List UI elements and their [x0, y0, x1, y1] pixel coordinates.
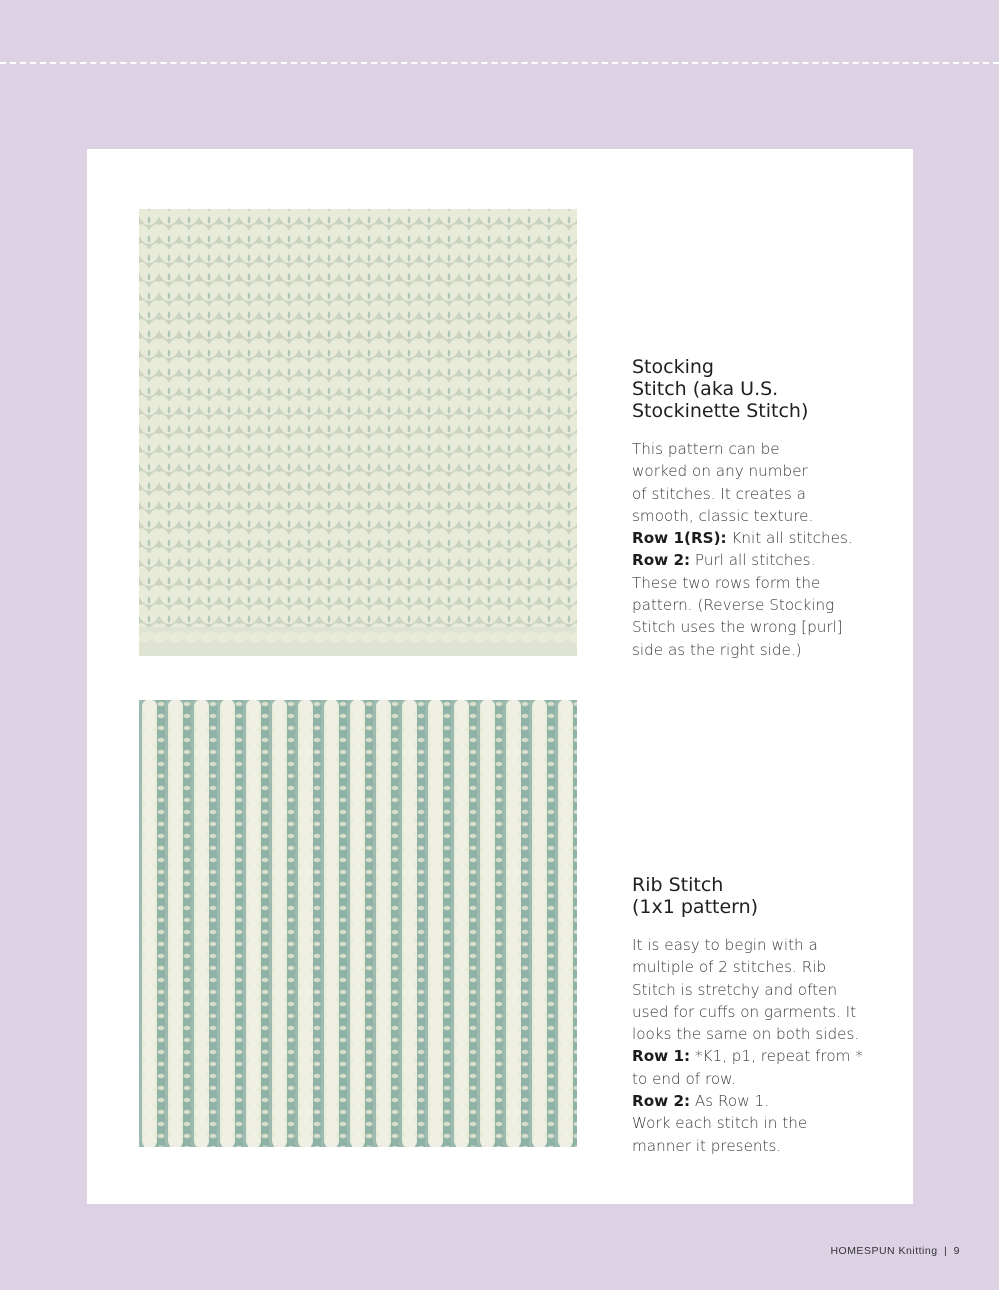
instruction-text: worked on any number [632, 462, 808, 481]
footer-brand: HOMESPUN [830, 1245, 896, 1257]
instruction-line [632, 438, 882, 460]
footer-magazine: Knitting [898, 1245, 938, 1257]
instruction-line [632, 505, 882, 527]
instruction-line [632, 1068, 882, 1090]
row-label: Row 2: [632, 1092, 691, 1111]
rib-knit-texture [139, 700, 577, 1147]
instruction-line [632, 483, 882, 505]
instruction-line [632, 934, 882, 956]
rib-stitch-photo [139, 700, 577, 1147]
instruction-text: It is easy to begin with a [632, 936, 818, 954]
instruction-line [632, 956, 882, 978]
rib-stitch-section [632, 874, 882, 1157]
instruction-text: looks the same on both sides. [632, 1025, 860, 1044]
stocking-stitch-instructions [632, 438, 882, 661]
instruction-line [632, 1090, 882, 1112]
instruction-text: smooth, classic texture. [632, 506, 814, 525]
instruction-text: *K1, p1, repeat from * [690, 1047, 863, 1066]
instruction-text: This pattern can be [632, 440, 780, 458]
instruction-text: side as the right side.) [632, 640, 802, 659]
stocking-stitch-heading: Stocking Stitch (aka U.S. Stockinette Stitch) [632, 356, 809, 422]
row-label: Row 1(RS): [632, 529, 727, 548]
instruction-line [632, 639, 882, 661]
instruction-text: Purl all stitches. [690, 551, 816, 570]
instruction-text: used for cuffs on garments. It [632, 1002, 857, 1021]
instruction-text: These two rows form the [632, 573, 821, 592]
instruction-line [632, 1045, 882, 1067]
instruction-text: Work each stitch in the [632, 1114, 808, 1133]
instruction-text: Stitch uses the wrong [purl] [632, 618, 843, 637]
instruction-text: Knit all stitches. [726, 529, 853, 548]
instruction-line [632, 979, 882, 1001]
instruction-line [632, 460, 882, 482]
rib-stitch-heading: Rib Stitch (1x1 pattern) [632, 874, 759, 918]
instruction-text: multiple of 2 stitches. Rib [632, 958, 827, 977]
footer-separator: | [944, 1245, 948, 1257]
instruction-line [632, 1001, 882, 1023]
instruction-text: Stitch is stretchy and often [632, 980, 838, 999]
instruction-line [632, 594, 882, 616]
instruction-line [632, 549, 882, 571]
stocking-stitch-section [632, 356, 882, 661]
instruction-line [632, 527, 882, 549]
row-label: Row 2: [632, 551, 691, 570]
instruction-line [632, 1135, 882, 1157]
instruction-text: pattern. (Reverse Stocking [632, 596, 835, 615]
instruction-text: to end of row. [632, 1069, 737, 1088]
instruction-text: manner it presents. [632, 1136, 782, 1155]
instruction-line [632, 572, 882, 594]
instruction-line [632, 616, 882, 638]
row-label: Row 1: [632, 1047, 691, 1066]
page-number: 9 [953, 1245, 960, 1257]
instruction-text: As Row 1. [690, 1092, 769, 1111]
instruction-line [632, 1112, 882, 1134]
stocking-stitch-photo [139, 209, 577, 656]
dashed-divider [0, 62, 999, 64]
stocking-knit-texture [139, 209, 577, 656]
instruction-line [632, 1023, 882, 1045]
instruction-text: of stitches. It creates a [632, 484, 806, 503]
page-footer [830, 1245, 960, 1257]
rib-stitch-instructions [632, 934, 882, 1157]
